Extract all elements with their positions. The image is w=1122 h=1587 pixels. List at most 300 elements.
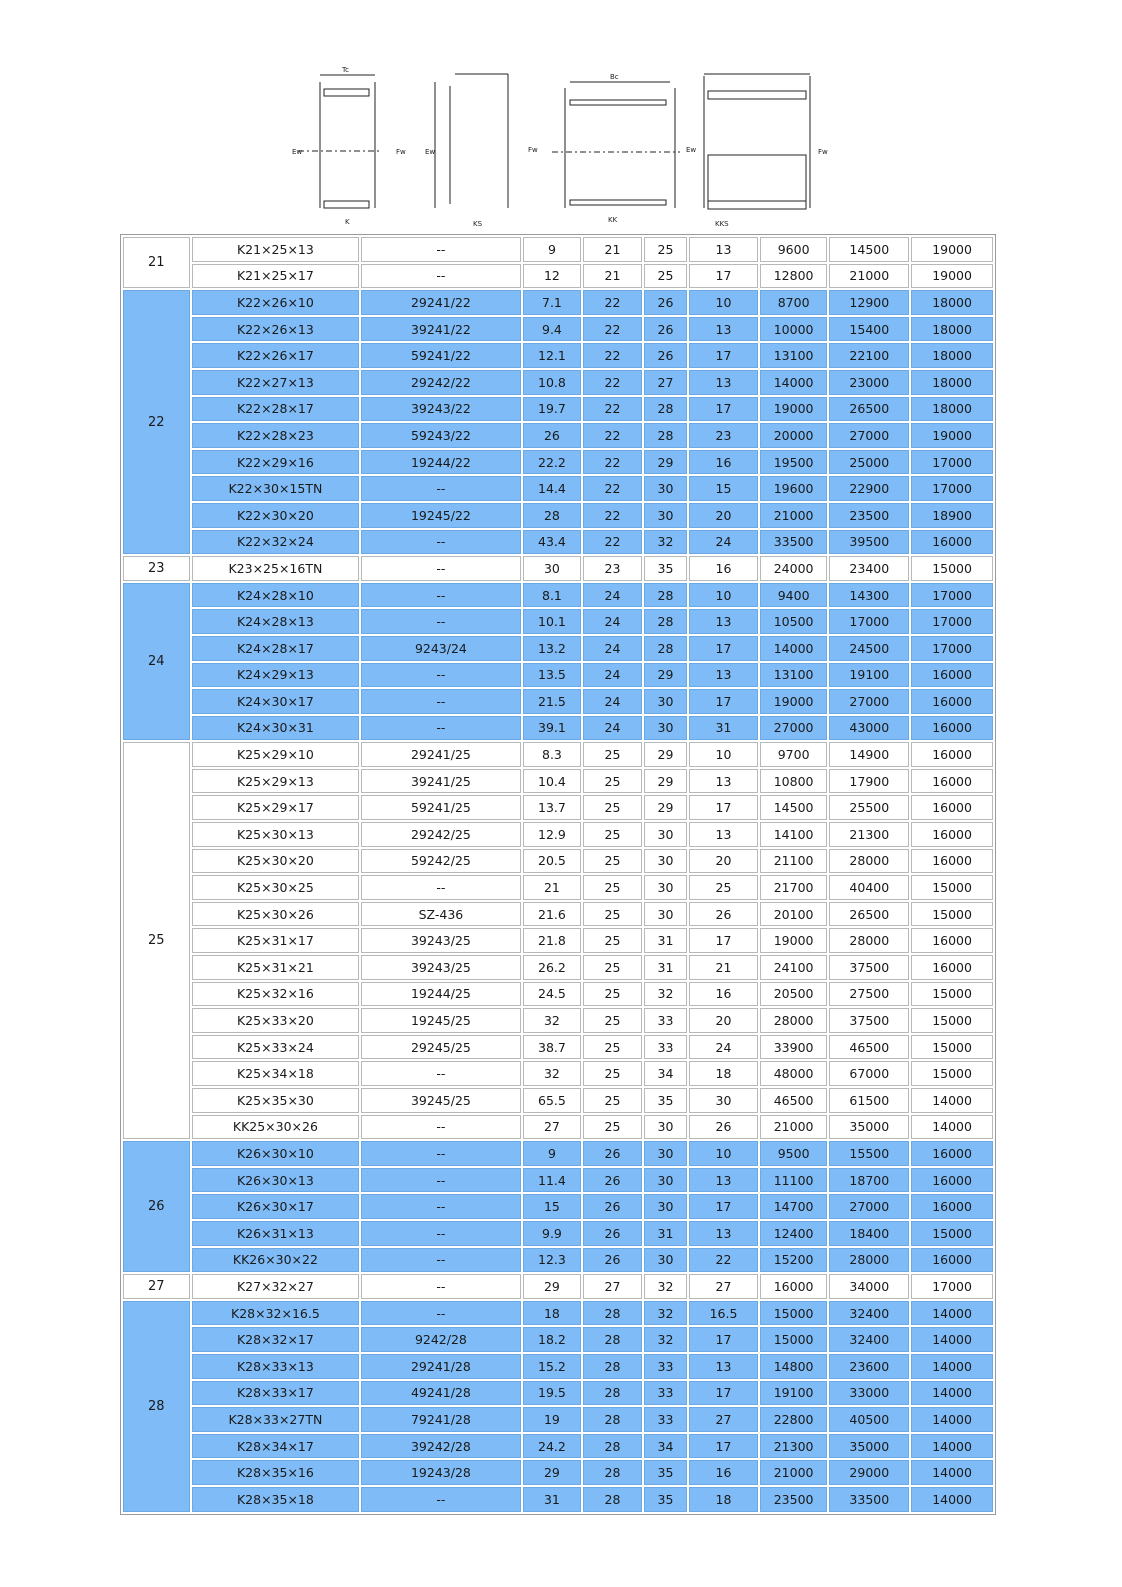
table-cell: 28	[583, 1434, 642, 1459]
table-cell: 22	[583, 370, 642, 395]
table-cell: 30	[644, 476, 687, 501]
table-cell: 25	[583, 955, 642, 980]
table-cell: 22	[583, 503, 642, 528]
table-cell: 19244/22	[361, 450, 520, 475]
table-cell: 28000	[760, 1008, 828, 1033]
table-cell: 17	[689, 928, 758, 953]
table-cell: --	[361, 1061, 520, 1086]
table-cell: K26×30×17	[192, 1194, 360, 1219]
table-cell: 18000	[911, 290, 993, 315]
table-cell: K25×29×10	[192, 742, 360, 767]
table-cell: 20	[689, 1008, 758, 1033]
table-cell: K22×27×13	[192, 370, 360, 395]
table-cell: 21	[583, 237, 642, 262]
table-cell: 30	[644, 875, 687, 900]
table-cell: 24	[583, 689, 642, 714]
table-row	[123, 663, 993, 688]
table-cell: 14500	[760, 795, 828, 820]
table-row	[123, 955, 993, 980]
table-cell: 24	[583, 609, 642, 634]
table-row	[123, 317, 993, 342]
table-cell: 30	[644, 1248, 687, 1273]
table-cell: 20	[689, 849, 758, 874]
table-cell: 19000	[911, 264, 993, 289]
table-cell: 30	[644, 822, 687, 847]
table-cell: 33500	[829, 1487, 909, 1512]
table-cell: 9.4	[523, 317, 582, 342]
table-cell: 29242/25	[361, 822, 520, 847]
table-cell: --	[361, 1248, 520, 1273]
fig4-bottom-label: KKS	[715, 220, 729, 228]
table-cell: K22×26×17	[192, 343, 360, 368]
table-cell: 35	[644, 1487, 687, 1512]
table-cell: 26.2	[523, 955, 582, 980]
table-cell: 23	[583, 556, 642, 581]
table-cell: 14000	[760, 636, 828, 661]
fig3-bottom-label: KK	[608, 216, 618, 224]
table-cell: 18.2	[523, 1327, 582, 1352]
shaft-diameter-cell: 23	[123, 556, 190, 581]
table-row	[123, 636, 993, 661]
table-cell: 15000	[911, 902, 993, 927]
table-row	[123, 1381, 993, 1406]
table-cell: 21	[689, 955, 758, 980]
table-cell: 13100	[760, 343, 828, 368]
table-cell: 15	[523, 1194, 582, 1219]
table-cell: 30	[523, 556, 582, 581]
table-cell: K25×31×21	[192, 955, 360, 980]
table-cell: 33	[644, 1407, 687, 1432]
table-row	[123, 237, 993, 262]
table-cell: 14.4	[523, 476, 582, 501]
table-cell: 25	[583, 1115, 642, 1140]
table-row	[123, 928, 993, 953]
table-cell: 19	[523, 1407, 582, 1432]
table-row	[123, 503, 993, 528]
table-cell: 39241/25	[361, 769, 520, 794]
table-cell: K25×30×13	[192, 822, 360, 847]
table-cell: 30	[644, 1115, 687, 1140]
table-cell: K28×33×13	[192, 1354, 360, 1379]
table-row	[123, 1061, 993, 1086]
table-row	[123, 1088, 993, 1113]
table-cell: 25	[583, 822, 642, 847]
table-cell: 29	[644, 769, 687, 794]
table-cell: 12800	[760, 264, 828, 289]
table-cell: K25×32×16	[192, 982, 360, 1007]
table-cell: 24	[583, 663, 642, 688]
table-cell: --	[361, 1115, 520, 1140]
table-cell: 28000	[829, 849, 909, 874]
table-cell: 9500	[760, 1141, 828, 1166]
table-cell: 26	[644, 343, 687, 368]
table-cell: 21000	[760, 1115, 828, 1140]
table-cell: K21×25×17	[192, 264, 360, 289]
shaft-diameter-cell: 25	[123, 742, 190, 1139]
table-cell: 29241/25	[361, 742, 520, 767]
table-cell: 17	[689, 1381, 758, 1406]
bearing-spec-table	[120, 234, 996, 1515]
table-cell: --	[361, 609, 520, 634]
table-cell: --	[361, 476, 520, 501]
table-cell: 18000	[911, 370, 993, 395]
table-cell: 13	[689, 370, 758, 395]
table-cell: 21000	[760, 503, 828, 528]
table-cell: 26	[689, 1115, 758, 1140]
table-cell: 59242/25	[361, 849, 520, 874]
table-cell: 23400	[829, 556, 909, 581]
table-cell: 35000	[829, 1434, 909, 1459]
table-cell: 22	[583, 476, 642, 501]
table-cell: 21.8	[523, 928, 582, 953]
table-cell: 28	[583, 1327, 642, 1352]
table-cell: 39243/22	[361, 397, 520, 422]
table-cell: 16000	[911, 716, 993, 741]
table-cell: --	[361, 689, 520, 714]
table-row	[123, 1221, 993, 1246]
table-cell: 14000	[911, 1407, 993, 1432]
table-cell: 19600	[760, 476, 828, 501]
table-row	[123, 1487, 993, 1512]
table-cell: K22×26×10	[192, 290, 360, 315]
table-cell: 30	[644, 902, 687, 927]
table-cell: 27000	[829, 1194, 909, 1219]
table-cell: 24	[583, 716, 642, 741]
table-cell: K24×29×13	[192, 663, 360, 688]
table-cell: 13100	[760, 663, 828, 688]
table-cell: 14800	[760, 1354, 828, 1379]
table-cell: 32400	[829, 1301, 909, 1326]
table-cell: 32	[523, 1061, 582, 1086]
table-row	[123, 1460, 993, 1485]
table-row	[123, 290, 993, 315]
table-cell: 61500	[829, 1088, 909, 1113]
table-cell: 9400	[760, 583, 828, 608]
table-cell: 17	[689, 343, 758, 368]
table-cell: 17000	[911, 1274, 993, 1299]
table-row	[123, 530, 993, 555]
table-cell: SZ-436	[361, 902, 520, 927]
table-cell: 14000	[911, 1381, 993, 1406]
table-cell: 17	[689, 689, 758, 714]
table-cell: 17000	[911, 636, 993, 661]
table-cell: 15000	[911, 1221, 993, 1246]
table-cell: 25	[583, 742, 642, 767]
table-cell: 15000	[911, 1035, 993, 1060]
table-cell: 30	[644, 1141, 687, 1166]
table-cell: 28	[644, 583, 687, 608]
table-cell: 29245/25	[361, 1035, 520, 1060]
table-cell: 18700	[829, 1168, 909, 1193]
table-cell: 25	[583, 795, 642, 820]
table-cell: 9242/28	[361, 1327, 520, 1352]
table-cell: 25	[644, 264, 687, 289]
table-cell: 24	[689, 1035, 758, 1060]
table-row	[123, 689, 993, 714]
table-cell: 12	[523, 264, 582, 289]
table-cell: K25×30×20	[192, 849, 360, 874]
shaft-diameter-cell: 26	[123, 1141, 190, 1272]
table-cell: 16000	[911, 530, 993, 555]
table-cell: 15500	[829, 1141, 909, 1166]
shaft-diameter-cell: 21	[123, 237, 190, 288]
table-row	[123, 1434, 993, 1459]
table-cell: 30	[689, 1088, 758, 1113]
table-cell: 21.6	[523, 902, 582, 927]
table-cell: 32	[644, 1274, 687, 1299]
table-cell: 25	[583, 1061, 642, 1086]
table-row	[123, 982, 993, 1007]
table-cell: 19243/28	[361, 1460, 520, 1485]
table-cell: 10.4	[523, 769, 582, 794]
table-cell: 35	[644, 1460, 687, 1485]
table-cell: 13	[689, 769, 758, 794]
figure-kks	[704, 74, 828, 228]
table-cell: 28	[644, 397, 687, 422]
table-cell: 22.2	[523, 450, 582, 475]
table-cell: 28	[583, 1407, 642, 1432]
table-cell: 28	[583, 1460, 642, 1485]
table-cell: 19500	[760, 450, 828, 475]
table-cell: 22900	[829, 476, 909, 501]
table-cell: 26	[689, 902, 758, 927]
table-cell: 33900	[760, 1035, 828, 1060]
table-cell: 21000	[829, 264, 909, 289]
table-cell: 12400	[760, 1221, 828, 1246]
table-cell: 46500	[829, 1035, 909, 1060]
table-cell: 10	[689, 1141, 758, 1166]
table-row	[123, 556, 993, 581]
table-cell: K25×33×20	[192, 1008, 360, 1033]
table-cell: 16000	[911, 742, 993, 767]
table-cell: 14000	[911, 1088, 993, 1113]
table-cell: 11100	[760, 1168, 828, 1193]
table-cell: 13	[689, 609, 758, 634]
table-cell: 34	[644, 1434, 687, 1459]
table-cell: 28	[644, 423, 687, 448]
table-cell: K24×28×17	[192, 636, 360, 661]
table-cell: 13	[689, 1354, 758, 1379]
table-cell: 21	[583, 264, 642, 289]
table-cell: 17	[689, 795, 758, 820]
table-cell: 9600	[760, 237, 828, 262]
table-cell: 24100	[760, 955, 828, 980]
table-cell: 31	[689, 716, 758, 741]
table-cell: 22	[583, 397, 642, 422]
table-cell: --	[361, 1301, 520, 1326]
table-cell: 29241/22	[361, 290, 520, 315]
table-cell: 19100	[829, 663, 909, 688]
table-row	[123, 1274, 993, 1299]
table-cell: 25	[583, 1035, 642, 1060]
table-cell: 39243/25	[361, 928, 520, 953]
table-cell: 21	[523, 875, 582, 900]
table-cell: 25	[583, 769, 642, 794]
table-cell: K27×32×27	[192, 1274, 360, 1299]
table-cell: 19000	[760, 928, 828, 953]
table-cell: K25×35×30	[192, 1088, 360, 1113]
table-cell: 43000	[829, 716, 909, 741]
table-cell: 13.7	[523, 795, 582, 820]
table-cell: 26	[583, 1194, 642, 1219]
table-cell: 39245/25	[361, 1088, 520, 1113]
table-cell: 29	[644, 663, 687, 688]
table-cell: 26	[583, 1248, 642, 1273]
table-cell: K25×30×25	[192, 875, 360, 900]
table-cell: 15000	[911, 982, 993, 1007]
table-cell: 10000	[760, 317, 828, 342]
table-cell: 32	[523, 1008, 582, 1033]
table-cell: 13	[689, 663, 758, 688]
table-cell: 25	[644, 237, 687, 262]
table-cell: 20000	[760, 423, 828, 448]
table-cell: --	[361, 663, 520, 688]
table-row	[123, 769, 993, 794]
table-cell: 35000	[829, 1115, 909, 1140]
table-cell: 17	[689, 264, 758, 289]
table-cell: 17	[689, 1194, 758, 1219]
table-cell: 27	[689, 1407, 758, 1432]
table-cell: --	[361, 1487, 520, 1512]
fig1-mid-label: Fw	[396, 148, 406, 156]
table-cell: 29000	[829, 1460, 909, 1485]
table-cell: 18000	[911, 343, 993, 368]
table-cell: 26	[523, 423, 582, 448]
table-cell: 16	[689, 450, 758, 475]
table-cell: K26×31×13	[192, 1221, 360, 1246]
table-cell: K28×35×18	[192, 1487, 360, 1512]
table-cell: 20.5	[523, 849, 582, 874]
table-cell: 16000	[911, 822, 993, 847]
table-cell: 33	[644, 1035, 687, 1060]
table-cell: 16000	[911, 849, 993, 874]
table-cell: 20	[689, 503, 758, 528]
table-cell: 17000	[911, 583, 993, 608]
bearing-diagram	[290, 58, 835, 236]
table-cell: 14700	[760, 1194, 828, 1219]
table-cell: K25×30×26	[192, 902, 360, 927]
table-cell: 32	[644, 982, 687, 1007]
table-cell: 18900	[911, 503, 993, 528]
table-cell: 25500	[829, 795, 909, 820]
table-cell: 24	[583, 583, 642, 608]
table-cell: 10	[689, 742, 758, 767]
table-cell: 10.1	[523, 609, 582, 634]
table-cell: 18400	[829, 1221, 909, 1246]
table-cell: 17900	[829, 769, 909, 794]
table-cell: K28×33×27TN	[192, 1407, 360, 1432]
table-cell: 17000	[911, 450, 993, 475]
table-cell: 14900	[829, 742, 909, 767]
table-cell: 13	[689, 1221, 758, 1246]
shaft-diameter-cell: 27	[123, 1274, 190, 1299]
table-cell: 12.3	[523, 1248, 582, 1273]
table-cell: 29242/22	[361, 370, 520, 395]
table-row	[123, 875, 993, 900]
table-cell: 22	[689, 1248, 758, 1273]
table-cell: 14300	[829, 583, 909, 608]
table-cell: 34	[644, 1061, 687, 1086]
table-cell: 59241/22	[361, 343, 520, 368]
table-cell: 23000	[829, 370, 909, 395]
table-cell: 23500	[829, 503, 909, 528]
table-cell: K24×30×17	[192, 689, 360, 714]
table-cell: 18	[523, 1301, 582, 1326]
table-cell: 27000	[829, 423, 909, 448]
table-cell: 8.1	[523, 583, 582, 608]
table-row	[123, 583, 993, 608]
table-row	[123, 476, 993, 501]
table-cell: 24	[583, 636, 642, 661]
fig4-right-label: Fw	[818, 148, 828, 156]
table-cell: K24×28×10	[192, 583, 360, 608]
table-cell: 29241/28	[361, 1354, 520, 1379]
table-cell: 33	[644, 1354, 687, 1379]
table-cell: 16000	[911, 795, 993, 820]
table-row	[123, 423, 993, 448]
table-cell: 15000	[760, 1327, 828, 1352]
table-cell: 11.4	[523, 1168, 582, 1193]
table-cell: 14000	[760, 370, 828, 395]
table-cell: 16	[689, 1460, 758, 1485]
table-row	[123, 264, 993, 289]
table-cell: 33000	[829, 1381, 909, 1406]
table-cell: 17	[689, 1327, 758, 1352]
table-cell: --	[361, 556, 520, 581]
table-cell: 28000	[829, 928, 909, 953]
table-cell: 15000	[760, 1301, 828, 1326]
table-row	[123, 1407, 993, 1432]
table-row	[123, 795, 993, 820]
table-cell: 15000	[911, 1008, 993, 1033]
table-cell: K28×35×16	[192, 1460, 360, 1485]
table-cell: 26500	[829, 902, 909, 927]
table-cell: 33	[644, 1381, 687, 1406]
table-cell: 30	[644, 716, 687, 741]
table-row	[123, 1327, 993, 1352]
table-cell: 39243/25	[361, 955, 520, 980]
table-row	[123, 1194, 993, 1219]
table-cell: 19000	[760, 689, 828, 714]
table-cell: 15000	[911, 1061, 993, 1086]
table-cell: 16000	[911, 1248, 993, 1273]
table-cell: 14000	[911, 1327, 993, 1352]
table-cell: 13	[689, 1168, 758, 1193]
table-cell: 9243/24	[361, 636, 520, 661]
table-cell: 14000	[911, 1460, 993, 1485]
table-cell: 39500	[829, 530, 909, 555]
table-cell: 18	[689, 1487, 758, 1512]
table-cell: 16.5	[689, 1301, 758, 1326]
table-cell: 15000	[911, 556, 993, 581]
table-cell: 17000	[911, 609, 993, 634]
table-cell: 25	[689, 875, 758, 900]
table-cell: 40500	[829, 1407, 909, 1432]
fig2-left-label: Ew	[425, 148, 436, 156]
table-cell: 21100	[760, 849, 828, 874]
table-cell: 19.7	[523, 397, 582, 422]
table-row	[123, 1035, 993, 1060]
table-cell: 29	[644, 450, 687, 475]
table-cell: 39241/22	[361, 317, 520, 342]
table-cell: --	[361, 875, 520, 900]
table-cell: 39.1	[523, 716, 582, 741]
table-cell: --	[361, 1274, 520, 1299]
table-cell: 15.2	[523, 1354, 582, 1379]
table-cell: K22×28×17	[192, 397, 360, 422]
table-cell: K25×34×18	[192, 1061, 360, 1086]
table-cell: 29	[644, 795, 687, 820]
